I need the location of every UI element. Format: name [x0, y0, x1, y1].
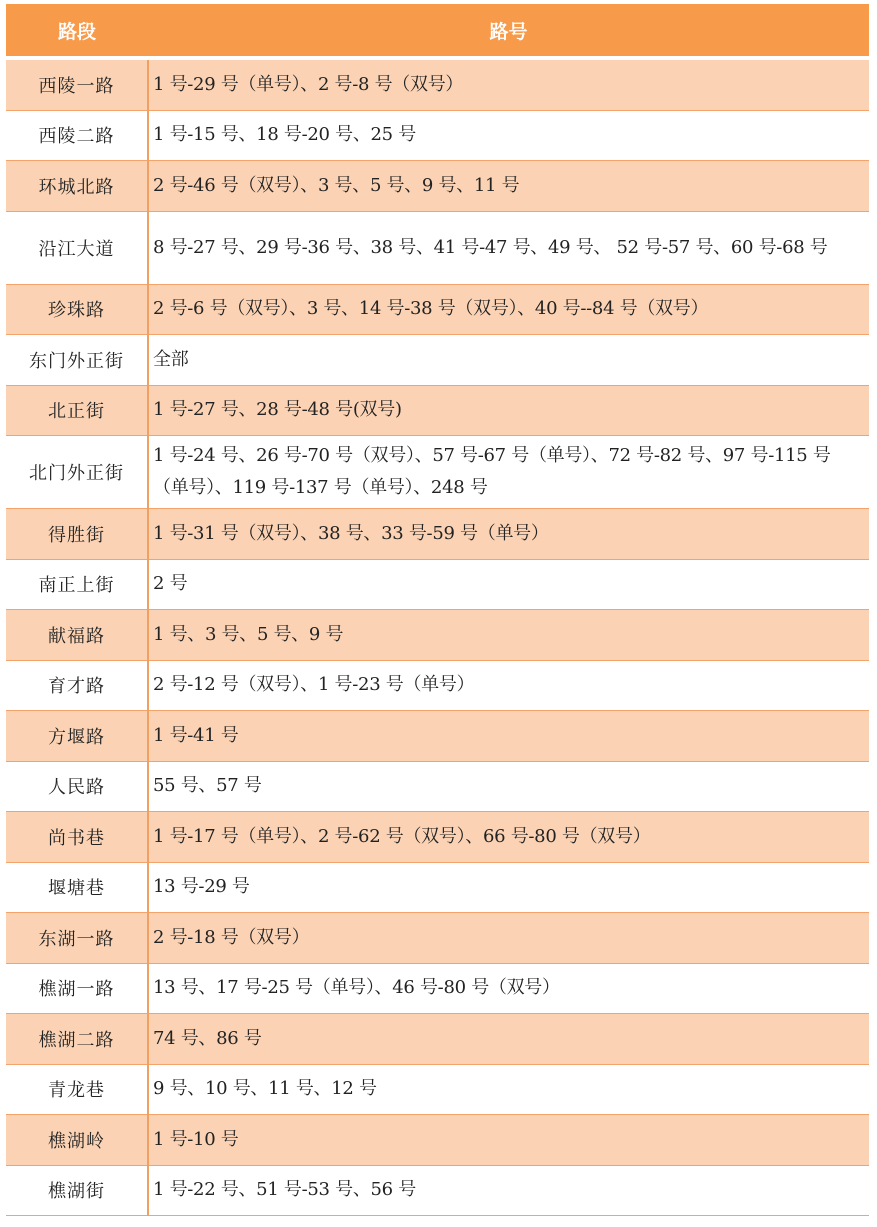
road-number-cell: 2 号: [148, 559, 869, 610]
road-number-cell: 全部: [148, 335, 869, 386]
table-row: [6, 1014, 869, 1065]
road-section-cell: 堰塘巷: [6, 862, 148, 913]
table-row: [6, 335, 869, 386]
table-row: [6, 913, 869, 964]
road-number-table: [6, 4, 869, 1216]
table-row: [6, 1064, 869, 1115]
table-row: [6, 812, 869, 863]
road-section-cell: 环城北路: [6, 161, 148, 212]
road-section-cell: 西陵一路: [6, 58, 148, 110]
road-number-cell: 13 号、17 号-25 号（单号）、46 号-80 号（双号）: [148, 963, 869, 1014]
road-section-cell: 南正上街: [6, 559, 148, 610]
table-row: [6, 963, 869, 1014]
road-section-cell: 北门外正街: [6, 436, 148, 509]
header-road-number: 路号: [148, 4, 869, 58]
road-section-cell: 珍珠路: [6, 284, 148, 335]
road-number-cell: 1 号-22 号、51 号-53 号、56 号: [148, 1165, 869, 1216]
table-header-row: [6, 4, 869, 58]
road-section-cell: 樵湖街: [6, 1165, 148, 1216]
road-number-cell: 2 号-6 号（双号）、3 号、14 号-38 号（双号）、40 号--84 号（双号）: [148, 284, 869, 335]
table-row: [6, 436, 869, 509]
table-row: [6, 1165, 869, 1216]
road-section-cell: 樵湖一路: [6, 963, 148, 1014]
road-number-cell: 1 号、3 号、5 号、9 号: [148, 610, 869, 661]
road-section-cell: 西陵二路: [6, 110, 148, 161]
road-section-cell: 尚书巷: [6, 812, 148, 863]
table-row: [6, 711, 869, 762]
table-row: [6, 284, 869, 335]
road-number-cell: 55 号、57 号: [148, 761, 869, 812]
road-number-cell: 2 号-46 号（双号）、3 号、5 号、9 号、11 号: [148, 161, 869, 212]
road-number-cell: 1 号-31 号（双号）、38 号、33 号-59 号（单号）: [148, 509, 869, 560]
road-section-cell: 人民路: [6, 761, 148, 812]
table-row: [6, 761, 869, 812]
road-number-cell: 13 号-29 号: [148, 862, 869, 913]
road-number-cell: 8 号-27 号、29 号-36 号、38 号、41 号-47 号、49 号、 52 号-57 号、60 号-68 号: [148, 211, 869, 284]
table-row: [6, 1115, 869, 1166]
road-section-cell: 得胜街: [6, 509, 148, 560]
road-section-cell: 樵湖二路: [6, 1014, 148, 1065]
road-section-cell: 沿江大道: [6, 211, 148, 284]
table-row: [6, 161, 869, 212]
road-number-cell: 1 号-10 号: [148, 1115, 869, 1166]
road-number-cell: 9 号、10 号、11 号、12 号: [148, 1064, 869, 1115]
road-section-cell: 东湖一路: [6, 913, 148, 964]
road-number-cell: 1 号-17 号（单号）、2 号-62 号（双号）、66 号-80 号（双号）: [148, 812, 869, 863]
table-row: [6, 660, 869, 711]
road-section-cell: 东门外正街: [6, 335, 148, 386]
road-number-cell: 2 号-18 号（双号）: [148, 913, 869, 964]
table-row: [6, 610, 869, 661]
table-row: [6, 110, 869, 161]
road-number-cell: 1 号-27 号、28 号-48 号(双号): [148, 385, 869, 436]
road-section-cell: 樵湖岭: [6, 1115, 148, 1166]
road-number-cell: 2 号-12 号（双号）、1 号-23 号（单号）: [148, 660, 869, 711]
road-section-cell: 北正街: [6, 385, 148, 436]
road-section-cell: 献福路: [6, 610, 148, 661]
road-section-cell: 方堰路: [6, 711, 148, 762]
table-row: [6, 559, 869, 610]
header-road-section: 路段: [6, 4, 148, 58]
road-section-cell: 青龙巷: [6, 1064, 148, 1115]
road-number-cell: 74 号、86 号: [148, 1014, 869, 1065]
road-number-cell: 1 号-29 号（单号）、2 号-8 号（双号）: [148, 58, 869, 110]
table-row: [6, 862, 869, 913]
road-number-cell: 1 号-41 号: [148, 711, 869, 762]
table-row: [6, 58, 869, 110]
table-row: [6, 509, 869, 560]
table-row: [6, 385, 869, 436]
table-row: [6, 211, 869, 284]
road-section-cell: 育才路: [6, 660, 148, 711]
road-number-cell: 1 号-24 号、26 号-70 号（双号）、57 号-67 号（单号）、72 号-82 号、97 号-115 号（单号）、119 号-137 号（单号）、248 号: [148, 436, 869, 509]
road-number-cell: 1 号-15 号、18 号-20 号、25 号: [148, 110, 869, 161]
